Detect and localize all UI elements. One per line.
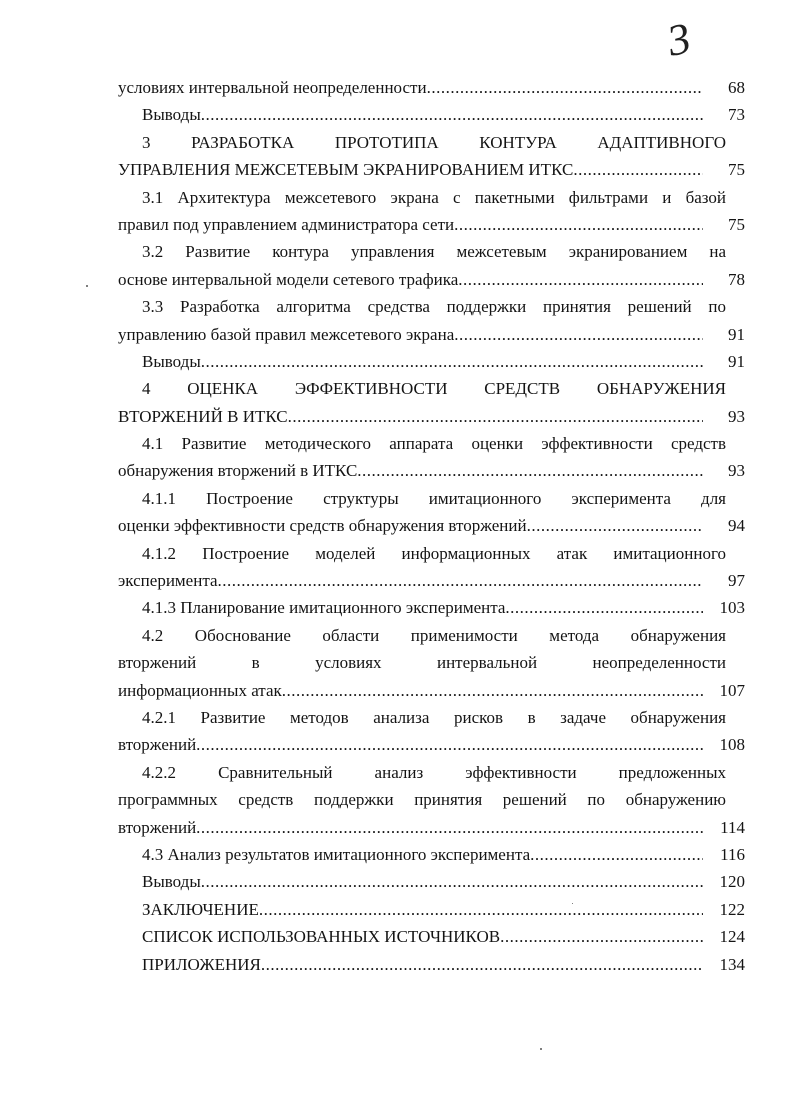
toc-entry [118, 457, 703, 484]
toc-entry-text: ВТОРЖЕНИЙ В ИТКС [118, 406, 288, 426]
dot-leader [201, 868, 703, 895]
toc-line [118, 485, 745, 512]
toc-line [118, 266, 745, 293]
toc-entry-text: 4.3 Анализ результатов имитационного эксперимента [142, 844, 531, 864]
toc-line [118, 74, 745, 101]
toc-page-number: 120 [719, 872, 745, 892]
toc-line [118, 567, 745, 594]
toc-entry-text: вторжений [118, 735, 197, 755]
toc-line [118, 348, 745, 375]
toc-entry-text: 4.1.3 Планирование имитационного эксперимента [142, 598, 506, 618]
toc-entry [118, 512, 703, 539]
toc-page-number: 73 [728, 105, 745, 125]
dot-leader [201, 348, 703, 375]
dot-leader [196, 814, 703, 841]
toc-page-number: 93 [728, 406, 745, 426]
toc-line [118, 457, 745, 484]
dot-leader [500, 923, 703, 950]
toc-line [118, 731, 745, 758]
toc-entry-text: ЗАКЛЮЧЕНИЕ [142, 899, 259, 919]
toc-page-number: 75 [728, 214, 745, 234]
toc-entry-text: 3.3 Разработка алгоритма средства поддержки принятия решений по [142, 297, 726, 317]
toc-line [118, 430, 745, 457]
toc-page-number: 124 [719, 927, 745, 947]
dot-leader [458, 266, 703, 293]
dot-leader [196, 731, 703, 758]
toc-line [118, 321, 745, 348]
toc-entry-text: 3.2 Развитие контура управления межсетевым экранированием на [142, 242, 726, 262]
toc-entry [142, 896, 703, 923]
toc-page-number: 108 [719, 735, 745, 755]
toc-entry [142, 348, 703, 375]
toc-line [118, 786, 745, 813]
dot-leader [427, 74, 703, 101]
toc-entry-text: УПРАВЛЕНИЯ МЕЖСЕТЕВЫМ ЭКРАНИРОВАНИЕМ ИТКС [118, 160, 574, 180]
toc-entry [118, 266, 703, 293]
dot-leader [218, 567, 703, 594]
handwritten-page-number: 3 [663, 13, 695, 66]
toc-entry-text: основе интервальной модели сетевого трафика [118, 269, 459, 289]
toc-line [118, 759, 745, 786]
toc-entry-text: 3.1 Архитектура межсетевого экрана с пакетными фильтрами и базой [142, 187, 726, 207]
toc-entry-text: 4.2 Обоснование области применимости метода обнаружения [142, 625, 726, 645]
dot-leader [261, 951, 703, 978]
toc-entry-text: вторжений в условиях интервальной неопределенности [118, 653, 726, 673]
table-of-contents [118, 74, 745, 978]
dot-leader [288, 403, 703, 430]
toc-entry-text: СПИСОК ИСПОЛЬЗОВАННЫХ ИСТОЧНИКОВ [142, 927, 501, 947]
dot-leader [454, 211, 703, 238]
toc-line [118, 841, 745, 868]
toc-page-number: 97 [728, 571, 745, 591]
toc-line [118, 375, 745, 402]
toc-page-number: 94 [728, 516, 745, 536]
toc-line [118, 868, 745, 895]
toc-entry [142, 868, 703, 895]
toc-line [118, 704, 745, 731]
toc-page-number: 78 [728, 269, 745, 289]
dot-leader [259, 896, 703, 923]
toc-entry [118, 567, 703, 594]
toc-entry [118, 403, 703, 430]
toc-entry [142, 951, 703, 978]
toc-entry [142, 594, 703, 621]
toc-entry-text: программных средств поддержки принятия решений по обнаружению [118, 790, 726, 810]
toc-line [118, 293, 745, 320]
toc-page-number: 103 [719, 598, 745, 618]
toc-line [118, 951, 745, 978]
toc-entry-text: обнаружения вторжений в ИТКС [118, 461, 358, 481]
toc-page-number: 134 [719, 954, 745, 974]
toc-entry-text: вторжений [118, 817, 197, 837]
toc-line [118, 184, 745, 211]
toc-line [118, 649, 745, 676]
dot-leader [357, 457, 703, 484]
toc-entry [142, 923, 703, 950]
toc-entry-text: оценки эффективности средств обнаружения вторжений [118, 516, 527, 536]
toc-entry-text: 4.1 Развитие методического аппарата оценки эффективности средств [142, 434, 726, 454]
toc-entry [118, 211, 703, 238]
toc-entry-text: 4.2.1 Развитие методов анализа рисков в задаче обнаружения [142, 707, 726, 727]
toc-entry-text: Выводы [142, 105, 201, 125]
toc-line [118, 540, 745, 567]
dot-leader [530, 841, 703, 868]
toc-entry-text: эксперимента [118, 571, 218, 591]
toc-line [118, 622, 745, 649]
toc-entry [142, 101, 703, 128]
toc-entry-text: правил под управлением администратора сети [118, 214, 455, 234]
toc-page-number: 122 [719, 899, 745, 919]
toc-entry [118, 731, 703, 758]
toc-entry-text: 4 ОЦЕНКА ЭФФЕКТИВНОСТИ СРЕДСТВ ОБНАРУЖЕНИЯ [142, 379, 726, 399]
dot-leader [527, 512, 703, 539]
toc-line [118, 403, 745, 430]
toc-line [118, 512, 745, 539]
toc-line [118, 238, 745, 265]
dot-leader [201, 101, 703, 128]
toc-entry-text: Выводы [142, 872, 201, 892]
dot-leader [505, 594, 703, 621]
toc-line [118, 156, 745, 183]
toc-entry [118, 74, 703, 101]
toc-line [118, 677, 745, 704]
toc-line [118, 814, 745, 841]
toc-page-number: 91 [728, 351, 745, 371]
dot-leader [282, 677, 703, 704]
toc-line [118, 896, 745, 923]
toc-line [118, 211, 745, 238]
toc-entry-text: ПРИЛОЖЕНИЯ [142, 954, 261, 974]
dot-leader [573, 156, 703, 183]
toc-page-number: 93 [728, 461, 745, 481]
toc-line [118, 594, 745, 621]
toc-entry-text: условиях интервальной неопределенности [118, 78, 427, 97]
toc-entry-text: управлению базой правил межсетевого экрана [118, 324, 455, 344]
toc-entry-text: 4.2.2 Сравнительный анализ эффективности предложенных [142, 762, 726, 782]
toc-entry-text: 3 РАЗРАБОТКА ПРОТОТИПА КОНТУРА АДАПТИВНОГО [142, 132, 726, 152]
toc-entry-text: информационных атак [118, 680, 282, 700]
toc-page-number: 114 [720, 817, 745, 837]
dot-leader [454, 321, 703, 348]
toc-entry-text: Выводы [142, 351, 201, 371]
toc-page-number: 116 [720, 844, 745, 864]
toc-entry [118, 677, 703, 704]
toc-entry [142, 841, 703, 868]
toc-entry [118, 321, 703, 348]
toc-page-number: 68 [728, 78, 745, 97]
toc-line [118, 129, 745, 156]
toc-line [118, 923, 745, 950]
toc-page-number: 91 [728, 324, 745, 344]
toc-entry [118, 814, 703, 841]
toc-page-number: 107 [719, 680, 745, 700]
toc-entry-text: 4.1.2 Построение моделей информационных атак имитационного [142, 543, 726, 563]
toc-page-number: 75 [728, 160, 745, 180]
toc-entry [118, 156, 703, 183]
toc-entry-text: 4.1.1 Построение структуры имитационного эксперимента для [142, 488, 726, 508]
toc-line [118, 101, 745, 128]
